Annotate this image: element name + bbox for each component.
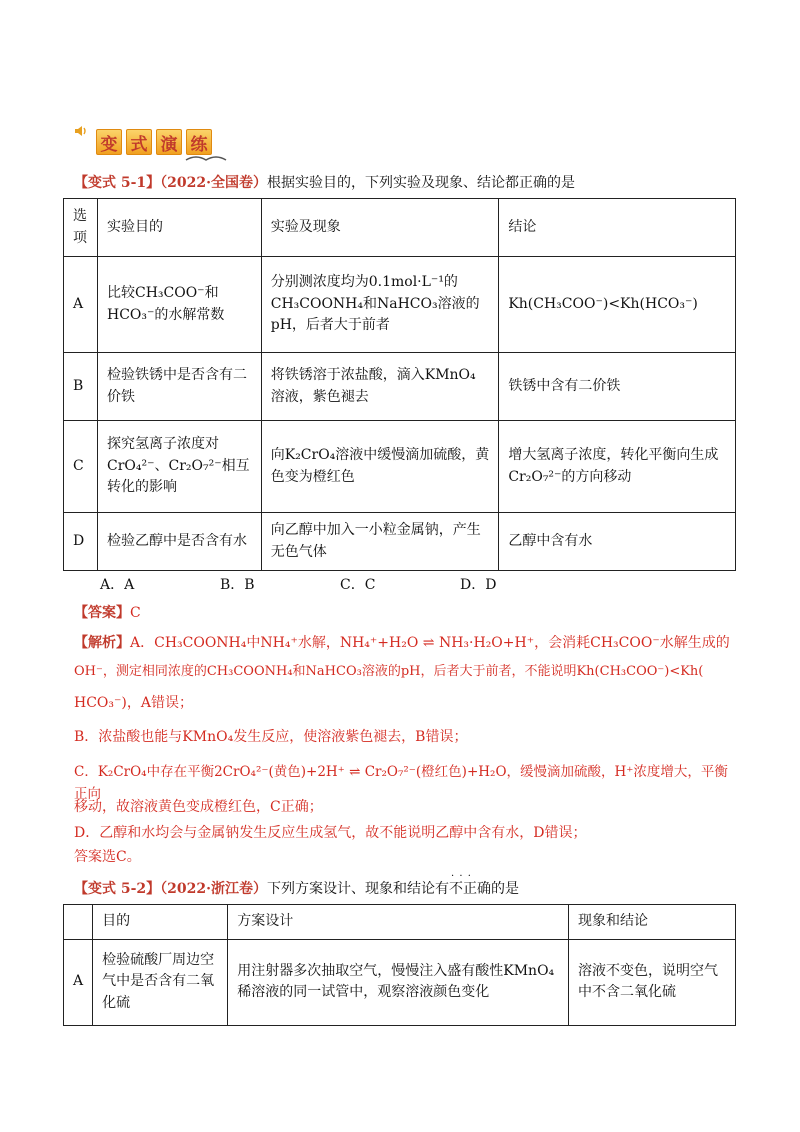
- row-phenomenon: 分别测浓度均为0.1mol·L⁻¹的CH₃COONH₄和NaHCO₃溶液的pH，后者大于前者: [261, 257, 499, 353]
- question-tag: 【变式 5-2】: [74, 881, 161, 897]
- header-purpose: 目的: [93, 905, 228, 940]
- table-header-row: [64, 199, 736, 257]
- option-a[interactable]: A．A: [100, 577, 135, 593]
- answer-options: [100, 574, 580, 594]
- banner-char: 变: [96, 129, 122, 155]
- row-design: 用注射器多次抽取空气，慢慢注入盛有酸性KMnO₄稀溶液的同一试管中，观察溶液颜色变化: [228, 939, 569, 1025]
- answer-tag: 【答案】: [74, 605, 130, 621]
- question-text-end: 的是: [491, 881, 520, 897]
- row-purpose: 检验硫酸厂周边空气中是否含有二氧化硫: [93, 939, 228, 1025]
- final-answer: 答案选C。: [74, 849, 141, 865]
- table-row: [64, 257, 736, 353]
- row-option: D: [64, 513, 98, 571]
- row-result: 溶液不变色，说明空气中不含二氧化硫: [568, 939, 735, 1025]
- banner-char: 演: [156, 129, 182, 155]
- header-purpose: 实验目的: [97, 199, 261, 257]
- question-tag: 【变式 5-1】: [74, 175, 161, 191]
- book-icon: [184, 152, 228, 162]
- analysis-line: D．乙醇和水均会与金属钠发生反应生成氢气，故不能说明乙醇中含有水，D错误；: [74, 825, 587, 841]
- option-c[interactable]: C．C: [340, 577, 376, 593]
- banner-char: 练: [186, 129, 212, 155]
- analysis-line: [74, 632, 734, 654]
- row-conclusion: 铁锈中含有二价铁: [499, 353, 736, 421]
- analysis-line: OH⁻，测定相同浓度的CH₃COONH₄和NaHCO₃溶液的pH，后者大于前者，不能说明Kh(CH₃COO⁻)<Kh(: [74, 664, 704, 679]
- analysis-line: HCO₃⁻)，A错误；: [74, 695, 193, 711]
- header-conclusion: 结论: [499, 199, 736, 257]
- question-source: （2022·全国卷）: [160, 175, 268, 191]
- question-stem: [74, 172, 575, 192]
- row-phenomenon: 向乙醇中加入一小粒金属钠，产生无色气体: [261, 513, 499, 571]
- table-row: [64, 513, 736, 571]
- row-purpose: 检验铁锈中是否含有二价铁: [97, 353, 261, 421]
- section-banner: [74, 122, 234, 164]
- header-option: [64, 905, 93, 940]
- option-d[interactable]: D．D: [460, 577, 497, 593]
- table-row: [64, 421, 736, 513]
- row-conclusion: 乙醇中含有水: [499, 513, 736, 571]
- row-option: C: [64, 421, 98, 513]
- table-row: [64, 939, 736, 1025]
- row-option: B: [64, 353, 98, 421]
- answer-value: C: [130, 605, 141, 621]
- question-text: 根据实验目的，下列实验及现象、结论都正确的是: [267, 175, 576, 191]
- analysis-tag: 【解析】: [74, 635, 130, 651]
- analysis-line: C．K₂CrO₄中存在平衡2CrO₄²⁻(黄色)+2H⁺ ⇌ Cr₂O₇²⁻(橙红色)+H₂O，缓慢滴加硫酸，H⁺浓度增大，平衡正向: [74, 764, 728, 802]
- speaker-icon: [74, 124, 88, 138]
- row-phenomenon: 将铁锈溶于浓盐酸，滴入KMnO₄溶液，紫色褪去: [261, 353, 499, 421]
- row-purpose: 检验乙醇中是否含有水: [97, 513, 261, 571]
- header-option: 选项: [64, 199, 98, 257]
- header-design: 方案设计: [228, 905, 569, 940]
- row-purpose: 探究氢离子浓度对CrO₄²⁻、Cr₂O₇²⁻相互转化的影响: [97, 421, 261, 513]
- answer-line: [74, 602, 141, 624]
- option-b[interactable]: B．B: [220, 577, 255, 593]
- table-header-row: [64, 905, 736, 940]
- question-source: （2022·浙江卷）: [160, 881, 268, 897]
- row-option: A: [64, 257, 98, 353]
- row-purpose: 比较CH₃COO⁻和HCO₃⁻的水解常数: [97, 257, 261, 353]
- header-result: 现象和结论: [568, 905, 735, 940]
- scheme-table: [63, 904, 736, 1026]
- question-text: 下列方案设计、现象和结论有: [267, 881, 450, 897]
- row-conclusion: Kh(CH₃COO⁻)<Kh(HCO₃⁻): [499, 257, 736, 353]
- row-phenomenon: 向K₂CrO₄溶液中缓慢滴加硫酸，黄色变为橙红色: [261, 421, 499, 513]
- row-conclusion: 增大氢离子浓度，转化平衡向生成Cr₂O₇²⁻的方向移动: [499, 421, 736, 513]
- question-stem: [74, 878, 519, 898]
- banner-char: 式: [126, 129, 152, 155]
- header-phenomenon: 实验及现象: [261, 199, 499, 257]
- row-option: A: [64, 939, 93, 1025]
- emphasis-text: · · · 不正确: [449, 881, 491, 897]
- analysis-line: 移动，故溶液黄色变成橙红色，C正确；: [74, 799, 323, 815]
- table-row: [64, 353, 736, 421]
- experiment-table: [63, 198, 736, 571]
- analysis-line: B．浓盐酸也能与KMnO₄发生反应，使溶液紫色褪去，B错误；: [74, 729, 468, 745]
- analysis-text: A．CH₃COONH₄中NH₄⁺水解，NH₄⁺+H₂O ⇌ NH₃·H₂O+H⁺，会消耗CH₃COO⁻水解生成的: [130, 635, 730, 651]
